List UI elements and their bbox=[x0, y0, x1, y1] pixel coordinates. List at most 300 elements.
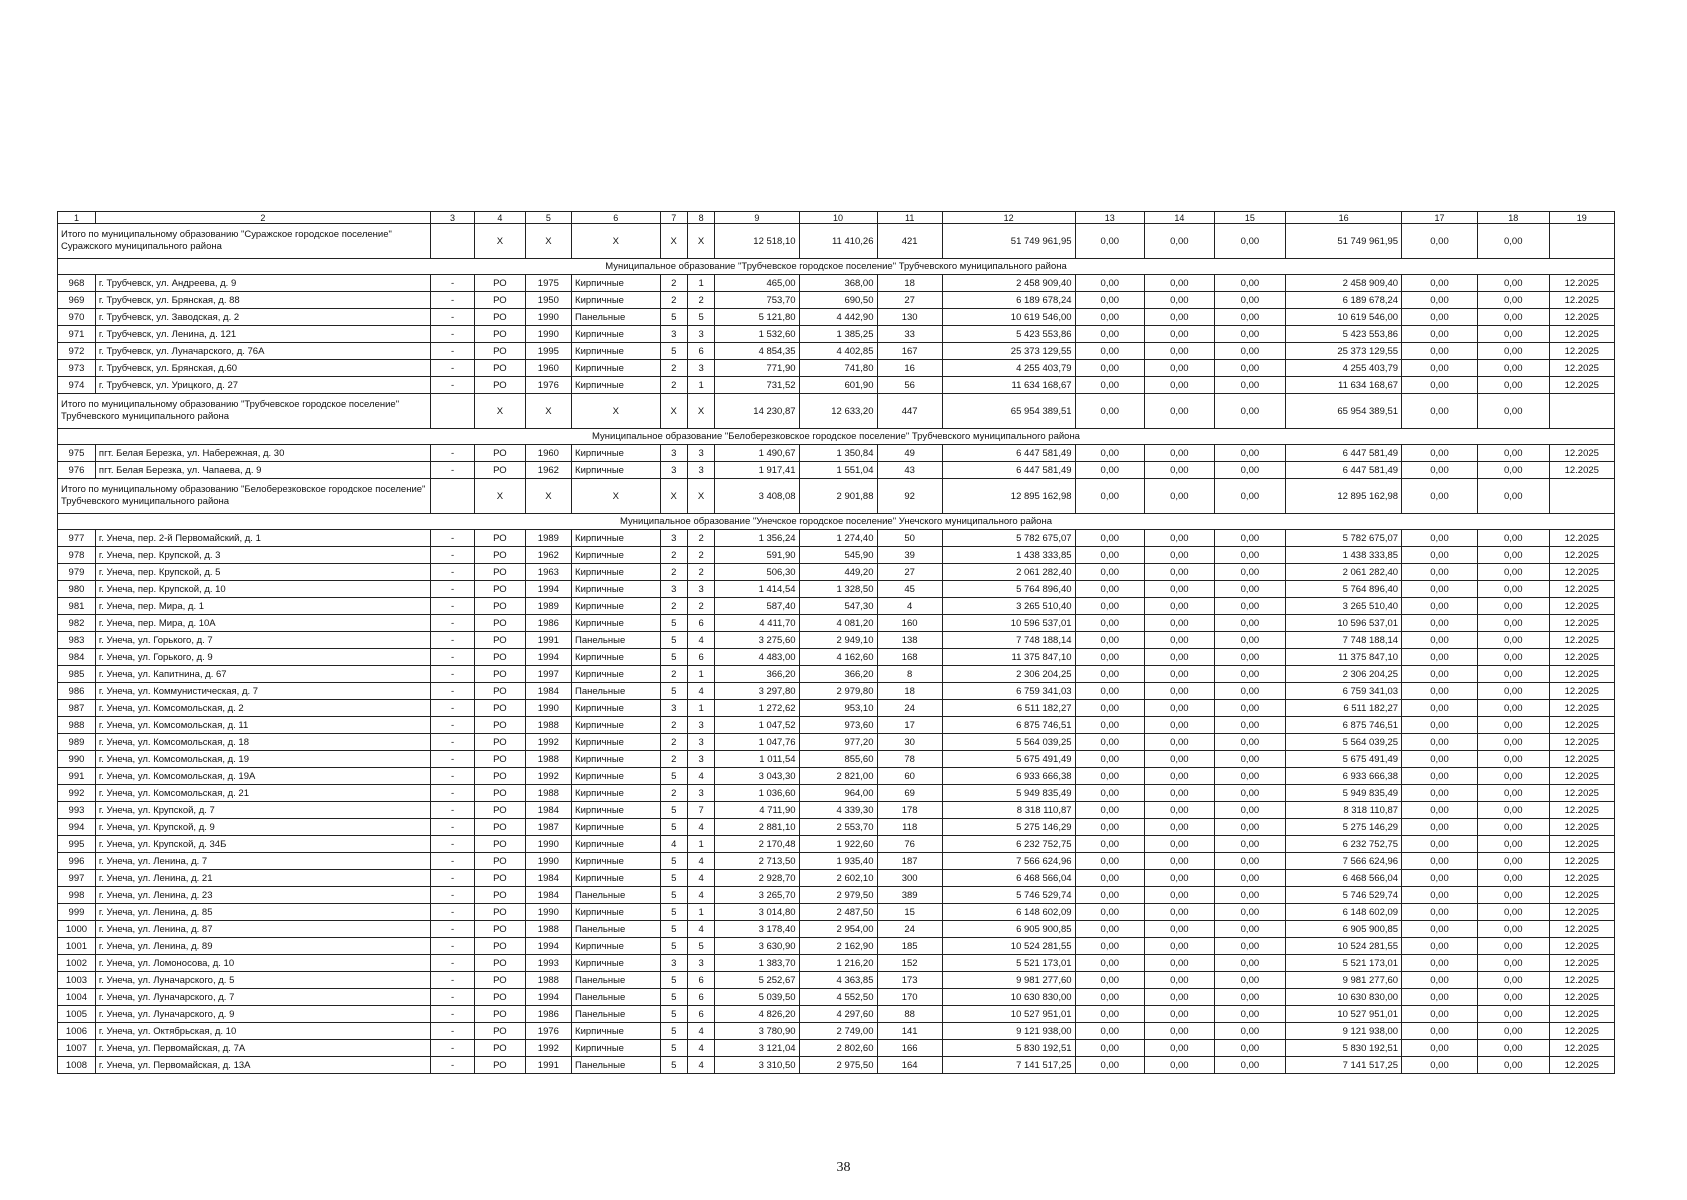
table-cell: 18 bbox=[877, 683, 942, 700]
table-cell: 0,00 bbox=[1145, 921, 1215, 938]
table-cell: 0,00 bbox=[1402, 853, 1478, 870]
table-cell: 0,00 bbox=[1075, 292, 1145, 309]
table-cell: 9 121 938,00 bbox=[1286, 1023, 1402, 1040]
table-cell: 92 bbox=[877, 479, 942, 514]
table-cell: 168 bbox=[877, 649, 942, 666]
table-cell: 731,52 bbox=[715, 377, 799, 394]
table-cell: г. Унеча, ул. Комсомольская, д. 11 bbox=[95, 717, 430, 734]
table-cell: г. Унеча, пер. Мира, д. 1 bbox=[95, 598, 430, 615]
table-cell: 2 954,00 bbox=[799, 921, 877, 938]
table-cell: X bbox=[572, 479, 660, 514]
table-cell: 12.2025 bbox=[1549, 700, 1614, 717]
table-cell: 4 255 403,79 bbox=[942, 360, 1075, 377]
table-cell: 5 782 675,07 bbox=[942, 530, 1075, 547]
table-cell: 4 bbox=[687, 1040, 714, 1057]
table-cell: 0,00 bbox=[1402, 938, 1478, 955]
table-cell: 0,00 bbox=[1145, 700, 1215, 717]
table-cell: 1992 bbox=[525, 734, 571, 751]
table-cell: 12 bbox=[942, 212, 1075, 224]
table-cell: 49 bbox=[877, 445, 942, 462]
table-cell: 5 423 553,86 bbox=[942, 326, 1075, 343]
table-cell: X bbox=[475, 224, 526, 259]
table-cell: 366,20 bbox=[799, 666, 877, 683]
table-cell: 0,00 bbox=[1477, 972, 1549, 989]
table-cell: РО bbox=[475, 717, 526, 734]
table-cell: 0,00 bbox=[1402, 547, 1478, 564]
table-cell: 0,00 bbox=[1075, 802, 1145, 819]
table-cell: 9 bbox=[715, 212, 799, 224]
table-cell: Кирпичные bbox=[572, 615, 660, 632]
table-cell: 5 782 675,07 bbox=[1286, 530, 1402, 547]
table-cell: 8 318 110,87 bbox=[1286, 802, 1402, 819]
table-cell: 2 487,50 bbox=[799, 904, 877, 921]
table-cell: 0,00 bbox=[1075, 921, 1145, 938]
table-cell: 3 265 510,40 bbox=[1286, 598, 1402, 615]
table-cell: 0,00 bbox=[1214, 632, 1286, 649]
table-cell: 12.2025 bbox=[1549, 768, 1614, 785]
table-cell: 8 bbox=[877, 666, 942, 683]
table-cell: 7 bbox=[660, 212, 687, 224]
table-cell: г. Трубчевск, ул. Ленина, д. 121 bbox=[95, 326, 430, 343]
table-cell: Итого по муниципальному образованию "Белоберезковское городское поселение" Трубчевского муниципального района bbox=[58, 479, 431, 514]
table-cell: 1988 bbox=[525, 717, 571, 734]
table-cell: 983 bbox=[58, 632, 96, 649]
table-cell: Кирпичные bbox=[572, 462, 660, 479]
table-cell: 0,00 bbox=[1214, 938, 1286, 955]
table-cell: 17 bbox=[1402, 212, 1478, 224]
table-cell: Панельные bbox=[572, 683, 660, 700]
table-cell: 0,00 bbox=[1075, 632, 1145, 649]
table-cell: 5 bbox=[687, 938, 714, 955]
table-cell: 5 bbox=[687, 309, 714, 326]
table-cell: 0,00 bbox=[1477, 326, 1549, 343]
table-cell: - bbox=[430, 462, 474, 479]
table-cell: 2 553,70 bbox=[799, 819, 877, 836]
table-cell: РО bbox=[475, 819, 526, 836]
table-cell: г. Унеча, пер. Крупской, д. 10 bbox=[95, 581, 430, 598]
table-cell: 5 bbox=[660, 938, 687, 955]
table-cell bbox=[430, 479, 474, 514]
table-cell: 0,00 bbox=[1402, 870, 1478, 887]
table-cell: 12.2025 bbox=[1549, 802, 1614, 819]
table-cell: 78 bbox=[877, 751, 942, 768]
table-cell: 1988 bbox=[525, 921, 571, 938]
table-cell: 0,00 bbox=[1477, 1057, 1549, 1074]
table-cell: 0,00 bbox=[1214, 1057, 1286, 1074]
table-cell: 992 bbox=[58, 785, 96, 802]
table-cell: 0,00 bbox=[1214, 683, 1286, 700]
table-cell: 10 596 537,01 bbox=[942, 615, 1075, 632]
table-cell: г. Унеча, ул. Луначарского, д. 7 bbox=[95, 989, 430, 1006]
table-cell: 11 410,26 bbox=[799, 224, 877, 259]
table-cell: 9 981 277,60 bbox=[1286, 972, 1402, 989]
table-cell bbox=[1549, 479, 1614, 514]
table-cell: 0,00 bbox=[1402, 360, 1478, 377]
table-cell: 4 bbox=[687, 921, 714, 938]
table-cell: 2 458 909,40 bbox=[942, 275, 1075, 292]
table-cell: 0,00 bbox=[1145, 649, 1215, 666]
table-cell: 3 bbox=[660, 530, 687, 547]
table-cell: 0,00 bbox=[1075, 377, 1145, 394]
table-cell: 12.2025 bbox=[1549, 1057, 1614, 1074]
table-cell: X bbox=[525, 224, 571, 259]
table-cell: 0,00 bbox=[1075, 904, 1145, 921]
table-cell: РО bbox=[475, 564, 526, 581]
table-cell: 1 917,41 bbox=[715, 462, 799, 479]
table-cell: 0,00 bbox=[1214, 445, 1286, 462]
table-cell: 14 230,87 bbox=[715, 394, 799, 429]
table-cell: 0,00 bbox=[1214, 615, 1286, 632]
table-cell: 2 bbox=[687, 292, 714, 309]
table-cell: 6 447 581,49 bbox=[942, 445, 1075, 462]
table-cell: 979 bbox=[58, 564, 96, 581]
table-cell: 6 511 182,27 bbox=[1286, 700, 1402, 717]
table-cell: 985 bbox=[58, 666, 96, 683]
table-cell: 173 bbox=[877, 972, 942, 989]
table-row bbox=[58, 819, 1615, 836]
table-cell: 1005 bbox=[58, 1006, 96, 1023]
table-cell: 3 265,70 bbox=[715, 887, 799, 904]
table-cell: 3 408,08 bbox=[715, 479, 799, 514]
table-cell: Кирпичные bbox=[572, 292, 660, 309]
table-cell: 10 596 537,01 bbox=[1286, 615, 1402, 632]
table-cell: 12.2025 bbox=[1549, 955, 1614, 972]
table-cell: 6 759 341,03 bbox=[1286, 683, 1402, 700]
table-cell: 12.2025 bbox=[1549, 1006, 1614, 1023]
table-cell: 0,00 bbox=[1477, 394, 1549, 429]
table-cell: 0,00 bbox=[1477, 683, 1549, 700]
table-cell: 969 bbox=[58, 292, 96, 309]
total-row bbox=[58, 394, 1615, 429]
table-cell: 0,00 bbox=[1145, 802, 1215, 819]
table-cell: 5 521 173,01 bbox=[1286, 955, 1402, 972]
table-cell: 0,00 bbox=[1214, 921, 1286, 938]
table-cell: 18 bbox=[877, 275, 942, 292]
table-cell: 18 bbox=[1477, 212, 1549, 224]
table-cell: 1 272,62 bbox=[715, 700, 799, 717]
table-cell: 4 bbox=[687, 1057, 714, 1074]
table-cell: 4 bbox=[687, 870, 714, 887]
table-cell: 973 bbox=[58, 360, 96, 377]
table-cell: 2 306 204,25 bbox=[942, 666, 1075, 683]
table-cell: 0,00 bbox=[1145, 768, 1215, 785]
table-cell: 974 bbox=[58, 377, 96, 394]
table-cell: 0,00 bbox=[1477, 666, 1549, 683]
table-cell: 0,00 bbox=[1145, 1040, 1215, 1057]
table-row bbox=[58, 581, 1615, 598]
table-cell: 2 928,70 bbox=[715, 870, 799, 887]
table-cell: - bbox=[430, 632, 474, 649]
table-cell: 506,30 bbox=[715, 564, 799, 581]
total-row bbox=[58, 479, 1615, 514]
table-cell: 12.2025 bbox=[1549, 972, 1614, 989]
table-cell: 0,00 bbox=[1214, 870, 1286, 887]
table-cell: 0,00 bbox=[1477, 530, 1549, 547]
table-cell: 1984 bbox=[525, 887, 571, 904]
table-cell: 2 bbox=[687, 530, 714, 547]
table-cell: 5 bbox=[660, 632, 687, 649]
table-cell: Кирпичные bbox=[572, 836, 660, 853]
table-row bbox=[58, 717, 1615, 734]
table-cell: 0,00 bbox=[1145, 547, 1215, 564]
table-cell: г. Трубчевск, ул. Заводская, д. 2 bbox=[95, 309, 430, 326]
table-cell: 0,00 bbox=[1477, 547, 1549, 564]
table-cell: г. Унеча, ул. Ленина, д. 7 bbox=[95, 853, 430, 870]
table-cell: 0,00 bbox=[1145, 836, 1215, 853]
table-cell: г. Унеча, ул. Луначарского, д. 5 bbox=[95, 972, 430, 989]
table-cell: Кирпичные bbox=[572, 802, 660, 819]
table-cell: 12 895 162,98 bbox=[942, 479, 1075, 514]
table-cell: 0,00 bbox=[1145, 887, 1215, 904]
table-cell: 1001 bbox=[58, 938, 96, 955]
table-cell: 1 036,60 bbox=[715, 785, 799, 802]
table-cell: 0,00 bbox=[1075, 683, 1145, 700]
section-heading-row bbox=[58, 429, 1615, 445]
table-cell: 0,00 bbox=[1402, 564, 1478, 581]
table-cell: г. Унеча, ул. Ленина, д. 23 bbox=[95, 887, 430, 904]
table-cell: 0,00 bbox=[1477, 445, 1549, 462]
table-cell: 4 081,20 bbox=[799, 615, 877, 632]
table-cell: 166 bbox=[877, 1040, 942, 1057]
table-cell: РО bbox=[475, 360, 526, 377]
table-cell: г. Унеча, ул. Комсомольская, д. 19А bbox=[95, 768, 430, 785]
table-cell: РО bbox=[475, 972, 526, 989]
table-cell: 15 bbox=[877, 904, 942, 921]
table-cell: 6 189 678,24 bbox=[1286, 292, 1402, 309]
table-cell: X bbox=[525, 394, 571, 429]
table-row bbox=[58, 1057, 1615, 1074]
table-cell: Панельные bbox=[572, 921, 660, 938]
table-cell: РО bbox=[475, 836, 526, 853]
table-cell: 0,00 bbox=[1477, 649, 1549, 666]
table-cell: 0,00 bbox=[1477, 751, 1549, 768]
table-cell: 0,00 bbox=[1477, 479, 1549, 514]
table-cell: г. Унеча, ул. Ленина, д. 21 bbox=[95, 870, 430, 887]
table-cell: 2 bbox=[660, 377, 687, 394]
table-cell: 45 bbox=[877, 581, 942, 598]
table-cell: 12 895 162,98 bbox=[1286, 479, 1402, 514]
table-cell: 10 bbox=[799, 212, 877, 224]
table-cell: 33 bbox=[877, 326, 942, 343]
table-cell: 0,00 bbox=[1075, 666, 1145, 683]
table-cell: 0,00 bbox=[1477, 785, 1549, 802]
table-cell: 0,00 bbox=[1402, 598, 1478, 615]
table-cell: Кирпичные bbox=[572, 649, 660, 666]
table-row bbox=[58, 547, 1615, 564]
table-cell: 1962 bbox=[525, 547, 571, 564]
table-cell: 2 bbox=[660, 734, 687, 751]
table-cell: 0,00 bbox=[1214, 904, 1286, 921]
table-row bbox=[58, 1023, 1615, 1040]
table-cell: 1 011,54 bbox=[715, 751, 799, 768]
table-cell: 1960 bbox=[525, 445, 571, 462]
table-cell: Кирпичные bbox=[572, 904, 660, 921]
table-cell: 1990 bbox=[525, 326, 571, 343]
table-cell: Панельные bbox=[572, 632, 660, 649]
table-cell: г. Унеча, ул. Коммунистическая, д. 7 bbox=[95, 683, 430, 700]
table-cell: 10 527 951,01 bbox=[942, 1006, 1075, 1023]
table-cell: 3 178,40 bbox=[715, 921, 799, 938]
table-cell: 0,00 bbox=[1477, 343, 1549, 360]
table-cell: РО bbox=[475, 649, 526, 666]
table-cell: 1997 bbox=[525, 666, 571, 683]
table-cell: 3 bbox=[687, 445, 714, 462]
table-cell: 2 bbox=[660, 275, 687, 292]
table-cell: 0,00 bbox=[1145, 1006, 1215, 1023]
table-cell: РО bbox=[475, 377, 526, 394]
table-cell: - bbox=[430, 870, 474, 887]
table-cell: Панельные bbox=[572, 1006, 660, 1023]
column-number-row bbox=[58, 212, 1615, 224]
table-cell: 0,00 bbox=[1477, 870, 1549, 887]
table-cell: 2 713,50 bbox=[715, 853, 799, 870]
table-cell: 0,00 bbox=[1402, 683, 1478, 700]
table-cell: 0,00 bbox=[1145, 292, 1215, 309]
table-cell: - bbox=[430, 598, 474, 615]
table-cell: 690,50 bbox=[799, 292, 877, 309]
table-cell: 0,00 bbox=[1075, 224, 1145, 259]
table-cell: - bbox=[430, 887, 474, 904]
table-row bbox=[58, 1040, 1615, 1057]
table-cell: 6 bbox=[687, 343, 714, 360]
table-cell: 0,00 bbox=[1214, 224, 1286, 259]
table-cell: 986 bbox=[58, 683, 96, 700]
table-cell: Кирпичные bbox=[572, 598, 660, 615]
table-cell: 0,00 bbox=[1075, 360, 1145, 377]
table-cell: 5 bbox=[660, 309, 687, 326]
table-cell: 591,90 bbox=[715, 547, 799, 564]
table-cell: 76 bbox=[877, 836, 942, 853]
table-cell: 16 bbox=[877, 360, 942, 377]
table-cell: РО bbox=[475, 785, 526, 802]
table-cell: 8 318 110,87 bbox=[942, 802, 1075, 819]
table-cell: 65 954 389,51 bbox=[1286, 394, 1402, 429]
table-cell: г. Унеча, ул. Крупской, д. 9 bbox=[95, 819, 430, 836]
table-cell: 1988 bbox=[525, 972, 571, 989]
table-cell: 0,00 bbox=[1145, 989, 1215, 1006]
table-cell: 10 524 281,55 bbox=[1286, 938, 1402, 955]
table-cell: 0,00 bbox=[1214, 479, 1286, 514]
table-cell: 0,00 bbox=[1075, 972, 1145, 989]
table-cell: 164 bbox=[877, 1057, 942, 1074]
table-row bbox=[58, 530, 1615, 547]
table-cell bbox=[1549, 224, 1614, 259]
table-cell: 2 602,10 bbox=[799, 870, 877, 887]
table-cell: - bbox=[430, 564, 474, 581]
table-row bbox=[58, 955, 1615, 972]
table-cell: 1 438 333,85 bbox=[942, 547, 1075, 564]
table-cell: - bbox=[430, 717, 474, 734]
table-cell: 27 bbox=[877, 564, 942, 581]
table-cell: 2 bbox=[687, 598, 714, 615]
table-cell: 12.2025 bbox=[1549, 615, 1614, 632]
table-cell: г. Унеча, ул. Крупской, д. 34Б bbox=[95, 836, 430, 853]
table-cell: - bbox=[430, 734, 474, 751]
table-cell: 11 375 847,10 bbox=[942, 649, 1075, 666]
table-row bbox=[58, 462, 1615, 479]
table-cell: РО bbox=[475, 615, 526, 632]
table-cell: 0,00 bbox=[1402, 989, 1478, 1006]
table-cell: 5 bbox=[660, 1006, 687, 1023]
table-cell: 6 189 678,24 bbox=[942, 292, 1075, 309]
table-row bbox=[58, 921, 1615, 938]
table-cell: 10 524 281,55 bbox=[942, 938, 1075, 955]
table-cell: 0,00 bbox=[1402, 921, 1478, 938]
table-cell: 5 675 491,49 bbox=[942, 751, 1075, 768]
table-cell: 12.2025 bbox=[1549, 989, 1614, 1006]
table-cell: 5 bbox=[660, 649, 687, 666]
table-row bbox=[58, 564, 1615, 581]
table-cell: 4 bbox=[687, 632, 714, 649]
table-cell: 1984 bbox=[525, 802, 571, 819]
table-cell: 15 bbox=[1214, 212, 1286, 224]
table-cell: 2 979,50 bbox=[799, 887, 877, 904]
table-cell: 0,00 bbox=[1075, 394, 1145, 429]
table-cell: 0,00 bbox=[1402, 768, 1478, 785]
table-cell: Итого по муниципальному образованию "Трубчевское городское поселение" Трубчевского муниципального района bbox=[58, 394, 431, 429]
table-cell: Кирпичные bbox=[572, 445, 660, 462]
table-cell: 0,00 bbox=[1477, 1040, 1549, 1057]
table-cell: 0,00 bbox=[1145, 598, 1215, 615]
table-cell: 0,00 bbox=[1477, 615, 1549, 632]
table-cell: 3 bbox=[687, 462, 714, 479]
table-row bbox=[58, 360, 1615, 377]
table-cell: 6 447 581,49 bbox=[1286, 445, 1402, 462]
table-cell: 12.2025 bbox=[1549, 275, 1614, 292]
table-cell: 0,00 bbox=[1402, 632, 1478, 649]
table-cell: Муниципальное образование "Белоберезковское городское поселение" Трубчевского муниципального района bbox=[58, 429, 1615, 445]
table-cell: 5 bbox=[660, 870, 687, 887]
table-cell: РО bbox=[475, 802, 526, 819]
table-cell: 5 bbox=[660, 904, 687, 921]
table-cell: 30 bbox=[877, 734, 942, 751]
table-cell: 6 759 341,03 bbox=[942, 683, 1075, 700]
table-cell: 0,00 bbox=[1214, 1023, 1286, 1040]
table-cell: 43 bbox=[877, 462, 942, 479]
table-cell: Муниципальное образование "Унечское городское поселение" Унечского муниципального района bbox=[58, 514, 1615, 530]
table-cell: 753,70 bbox=[715, 292, 799, 309]
table-cell: г. Трубчевск, ул. Андреева, д. 9 bbox=[95, 275, 430, 292]
table-cell: 0,00 bbox=[1402, 479, 1478, 514]
table-cell: 0,00 bbox=[1214, 649, 1286, 666]
table-cell: 4 bbox=[877, 598, 942, 615]
table-cell: 970 bbox=[58, 309, 96, 326]
table-cell: 1 bbox=[687, 275, 714, 292]
table-cell: 12.2025 bbox=[1549, 360, 1614, 377]
table-cell: 0,00 bbox=[1477, 921, 1549, 938]
table-cell: 10 619 546,00 bbox=[1286, 309, 1402, 326]
table-cell: 12.2025 bbox=[1549, 292, 1614, 309]
table-cell: 6 148 602,09 bbox=[1286, 904, 1402, 921]
table-cell: 4 483,00 bbox=[715, 649, 799, 666]
table-cell: 0,00 bbox=[1214, 836, 1286, 853]
table-cell: 0,00 bbox=[1477, 887, 1549, 904]
table-cell: 2 bbox=[660, 360, 687, 377]
table-cell: 1004 bbox=[58, 989, 96, 1006]
table-cell: 1986 bbox=[525, 615, 571, 632]
table-cell: 1 274,40 bbox=[799, 530, 877, 547]
table-cell: 0,00 bbox=[1477, 955, 1549, 972]
table-cell: 1989 bbox=[525, 598, 571, 615]
table-cell: 0,00 bbox=[1145, 1057, 1215, 1074]
table-cell: 1994 bbox=[525, 989, 571, 1006]
table-cell: 993 bbox=[58, 802, 96, 819]
table-cell: РО bbox=[475, 870, 526, 887]
table-cell: 1 216,20 bbox=[799, 955, 877, 972]
table-cell: 465,00 bbox=[715, 275, 799, 292]
table-row bbox=[58, 938, 1615, 955]
table-row bbox=[58, 598, 1615, 615]
